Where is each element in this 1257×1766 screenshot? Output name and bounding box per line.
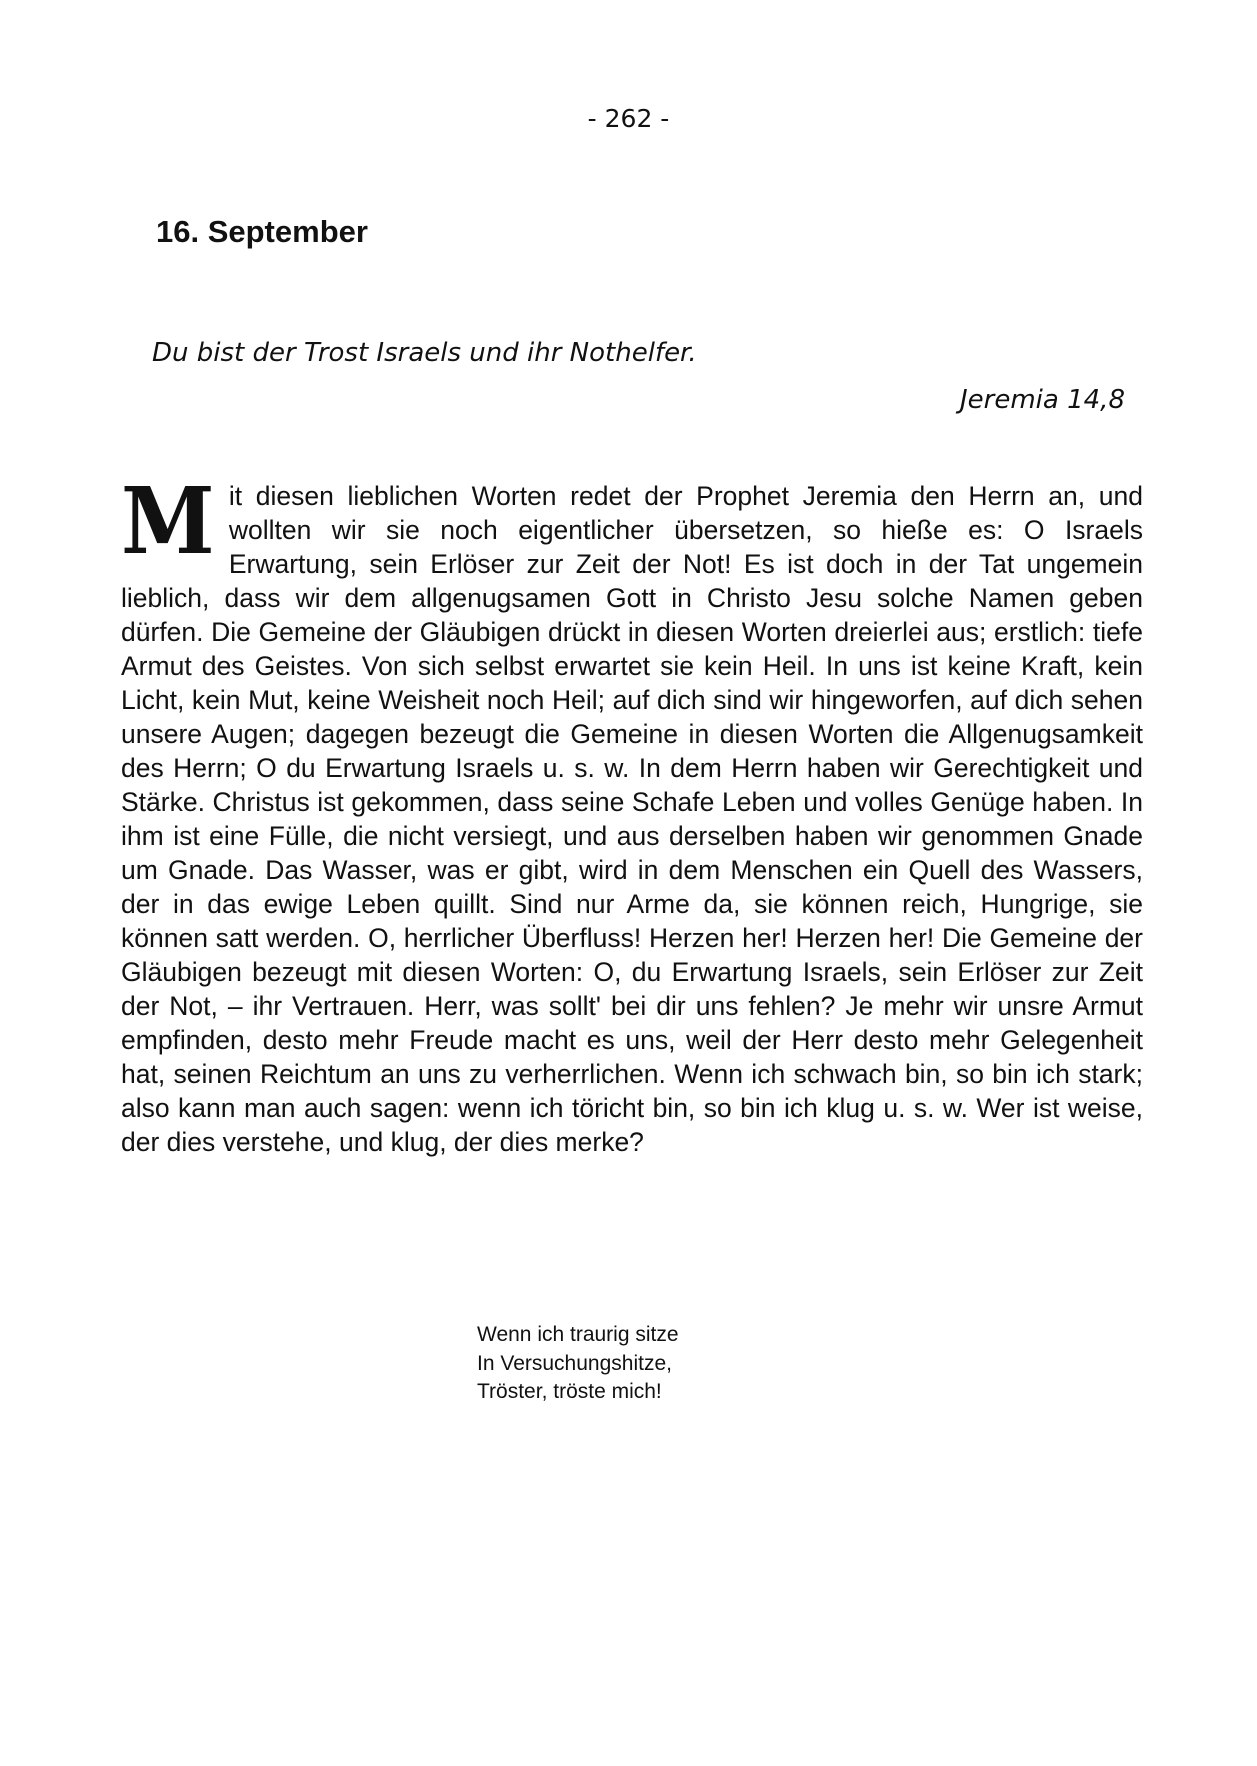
hymn-stanza <box>477 1321 679 1407</box>
hymn-line: Tröster, tröste mich! <box>477 1380 662 1403</box>
verse-reference: Jeremia 14,8 <box>960 385 1125 415</box>
bible-verse: Du bist der Trost Israels und ihr Nothelfer. <box>152 338 697 368</box>
drop-cap: M <box>121 467 212 575</box>
page-heading: 16. September <box>156 214 368 249</box>
devotional-body: it diesen lieblichen Worten redet der Prophet Jeremia den Herrn an, und wollten wir sie noch eigentlicher übersetzen, so hieße es: O Israels Erwartung, sein Erlöser zur Zeit der Not! Es ist doch in der Tat ungemein lieblich, dass wir dem allgenugsamen Gott in Christo Jesu solche Namen geben dürfen. Die Gemeine der Gläubigen drückt in diesen Worten dreierlei aus; erstlich: tiefe Armut des Geistes. Von sich selbst erwartet sie kein Heil. In uns ist keine Kraft, kein Licht, kein Mut, keine Weisheit noch Heil; auf dich sind wir hingeworfen, auf dich sehen unsere Augen; dagegen bezeugt die Gemeine in diesen Worten die Allgenugsamkeit des Herrn; O du Erwartung Israels u. s. w. In dem Herrn haben wir Gerechtigkeit und Stärke. Christus ist gekommen, dass seine Schafe Leben und volles Genüge haben. In ihm ist eine Fülle, die nicht versiegt, und aus derselben haben wir genommen Gnade um Gnade. Das Wasser, was er gibt, wird in dem Menschen ein Quell des Wassers, der in das ewige Leben quillt. Sind nur Arme da, sie können reich, Hungrige, sie können satt werden. O, herrlicher Überfluss! Herzen her! Herzen her! Die Gemeine der Gläubigen bezeugt mit diesen Worten: O, du Erwartung Israels, sein Erlöser zur Zeit der Not, – ihr Vertrauen. Herr, was sollt' bei dir uns fehlen? Je mehr wir unsre Armut empfinden, desto mehr Freude macht es uns, weil der Herr desto mehr Gelegenheit hat, seinen Reichtum an uns zu verherrlichen. Wenn ich schwach bin, so bin ich stark; also kann man auch sagen: wenn ich töricht bin, so bin ich klug u. s. w. Wer ist weise, der dies verstehe, und klug, der dies merke? <box>121 481 1143 1157</box>
page-number: - 262 - <box>587 104 670 133</box>
hymn-line: In Versuchungshitze, <box>477 1351 672 1375</box>
hymn-line: Wenn ich traurig sitze <box>477 1323 679 1346</box>
devotional-text <box>121 467 1143 1159</box>
